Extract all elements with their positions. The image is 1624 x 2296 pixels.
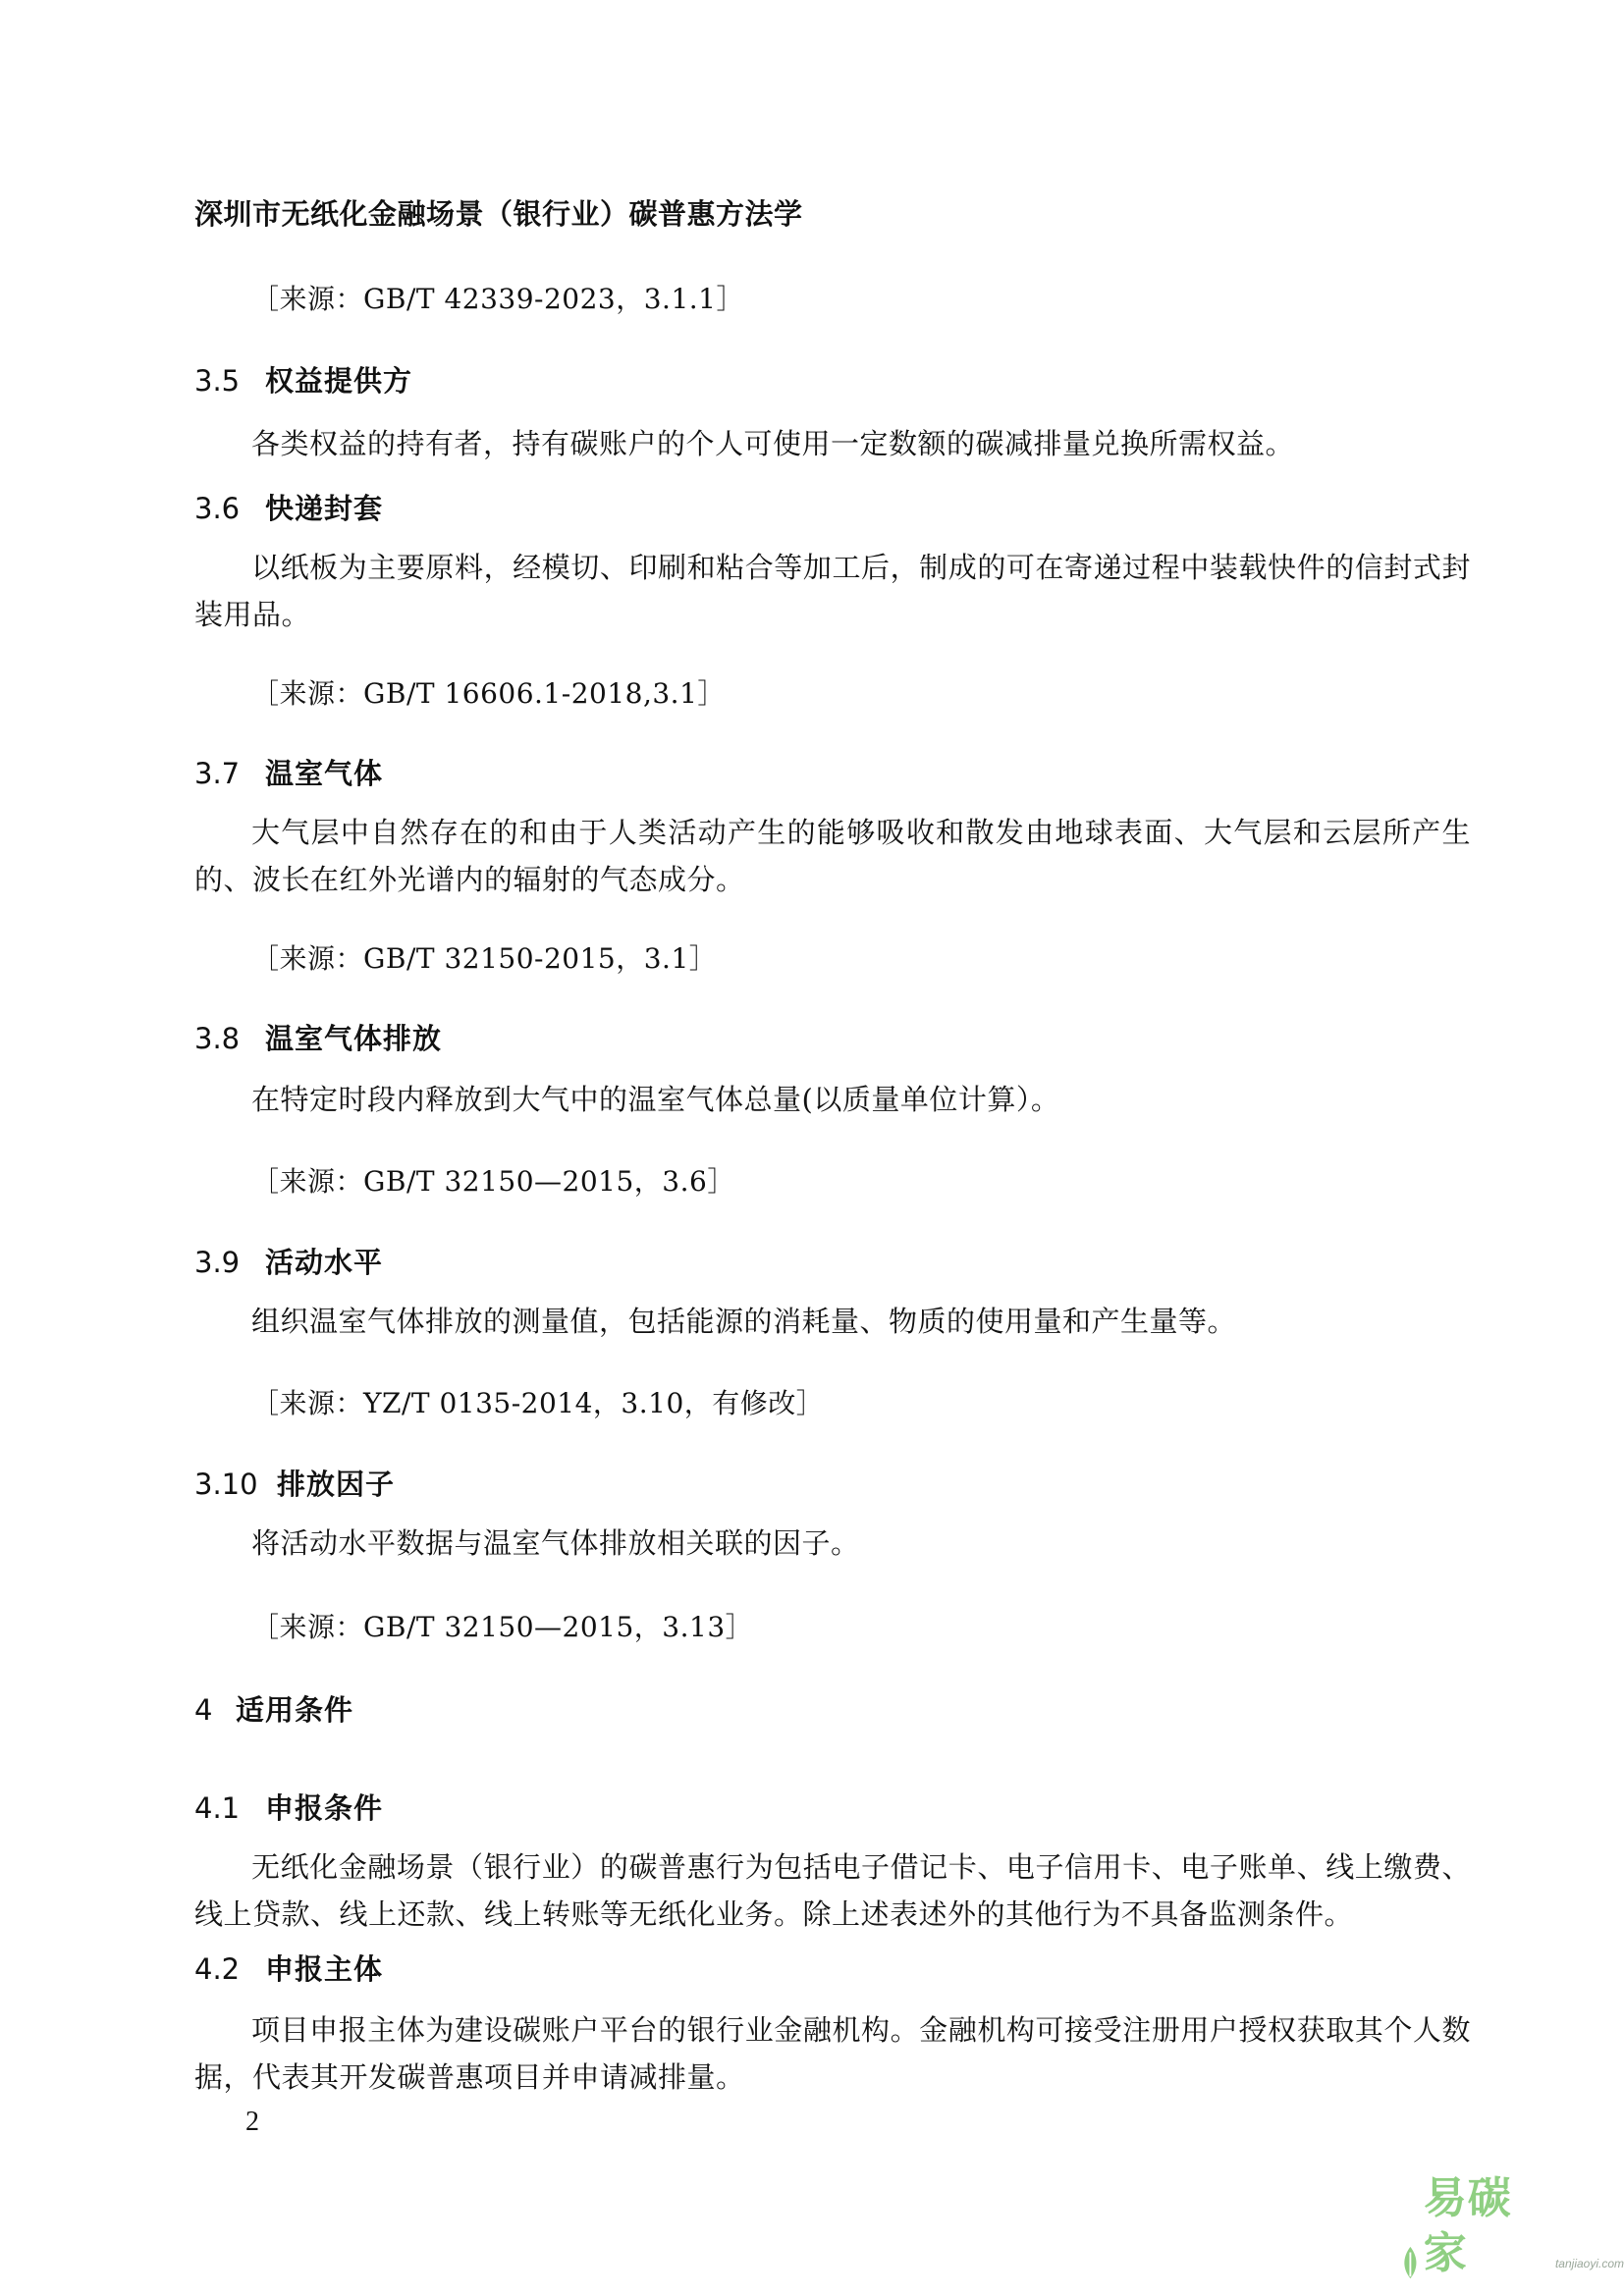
heading-number: 3.10 [194,1468,258,1501]
heading-title: 适用条件 [236,1693,354,1727]
heading-number: 3.9 [194,1246,241,1279]
heading-number: 4.2 [194,1952,241,1986]
heading-title: 快递封套 [265,492,384,525]
heading-3-8 [194,1017,442,1057]
paragraph-4-2: 项目申报主体为建设碳账户平台的银行业金融机构。金融机构可接受注册用户授权获取其个人数据，代表其开发碳普惠项目并申请减排量。 [194,2013,1471,2094]
heading-4-2 [194,1948,383,1988]
source-3-8: ［来源：GB/T 32150—2015，3.6］ [251,1165,735,1198]
page-number: 2 [245,2107,259,2137]
heading-title: 申报主体 [265,1952,384,1986]
paragraph-3-8: 在特定时段内释放到大气中的温室气体总量(以质量单位计算）。 [251,1083,1060,1116]
heading-title: 温室气体排放 [265,1022,443,1055]
heading-4 [194,1688,353,1729]
paragraph-3-5: 各类权益的持有者，持有碳账户的个人可使用一定数额的碳减排量兑换所需权益。 [251,427,1295,460]
heading-number: 4.1 [194,1791,241,1825]
paragraph-4-1: 无纸化金融场景（银行业）的碳普惠行为包括电子借记卡、电子信用卡、电子账单、线上缴费、线上贷款、线上还款、线上转账等无纸化业务。除上述表述外的其他行为不具备监测条件。 [194,1850,1471,1931]
heading-title: 活动水平 [265,1246,384,1279]
heading-number: 3.5 [194,364,241,398]
leaf-icon [1399,2242,1422,2281]
source-3-7: ［来源：GB/T 32150-2015，3.1］ [251,942,718,975]
paragraph-3-6: 以纸板为主要原料，经模切、印刷和粘合等加工后，制成的可在寄递过程中装载快件的信封式封装用品。 [194,551,1471,631]
heading-title: 温室气体 [265,757,384,790]
paragraph-3-10: 将活动水平数据与温室气体排放相关联的因子。 [251,1526,860,1560]
heading-number: 3.7 [194,757,241,790]
heading-number: 3.8 [194,1022,241,1055]
paragraph-3-7: 大气层中自然存在的和由于人类活动产生的能够吸收和散发由地球表面、大气层和云层所产生的、波长在红外光谱内的辐射的气态成分。 [194,816,1471,896]
heading-3-10 [194,1463,395,1503]
heading-title: 申报条件 [265,1791,384,1825]
heading-4-1 [194,1787,383,1827]
source-3-10: ［来源：GB/T 32150—2015，3.13］ [251,1611,754,1643]
heading-title: 排放因子 [277,1468,396,1501]
source-3-6: ［来源：GB/T 16606.1-2018,3.1］ [251,677,726,710]
source-3-9: ［来源：YZ/T 0135-2014，3.10，有修改］ [251,1387,825,1419]
heading-number: 3.6 [194,492,241,525]
heading-title: 权益提供方 [265,364,413,398]
heading-3-5 [194,359,412,400]
watermark-text: 易碳家 [1423,2173,1512,2278]
heading-3-7 [194,752,383,792]
source-3-4: ［来源：GB/T 42339-2023，3.1.1］ [251,283,744,315]
watermark-domain: tanjiaoyi.com [1554,2257,1624,2270]
heading-3-6 [194,487,383,527]
heading-3-9 [194,1241,383,1281]
paragraph-3-9: 组织温室气体排放的测量值，包括能源的消耗量、物质的使用量和产生量等。 [251,1305,1237,1338]
heading-number: 4 [194,1693,213,1727]
document-title: 深圳市无纸化金融场景（银行业）碳普惠方法学 [194,197,803,231]
watermark [1399,2173,1624,2281]
